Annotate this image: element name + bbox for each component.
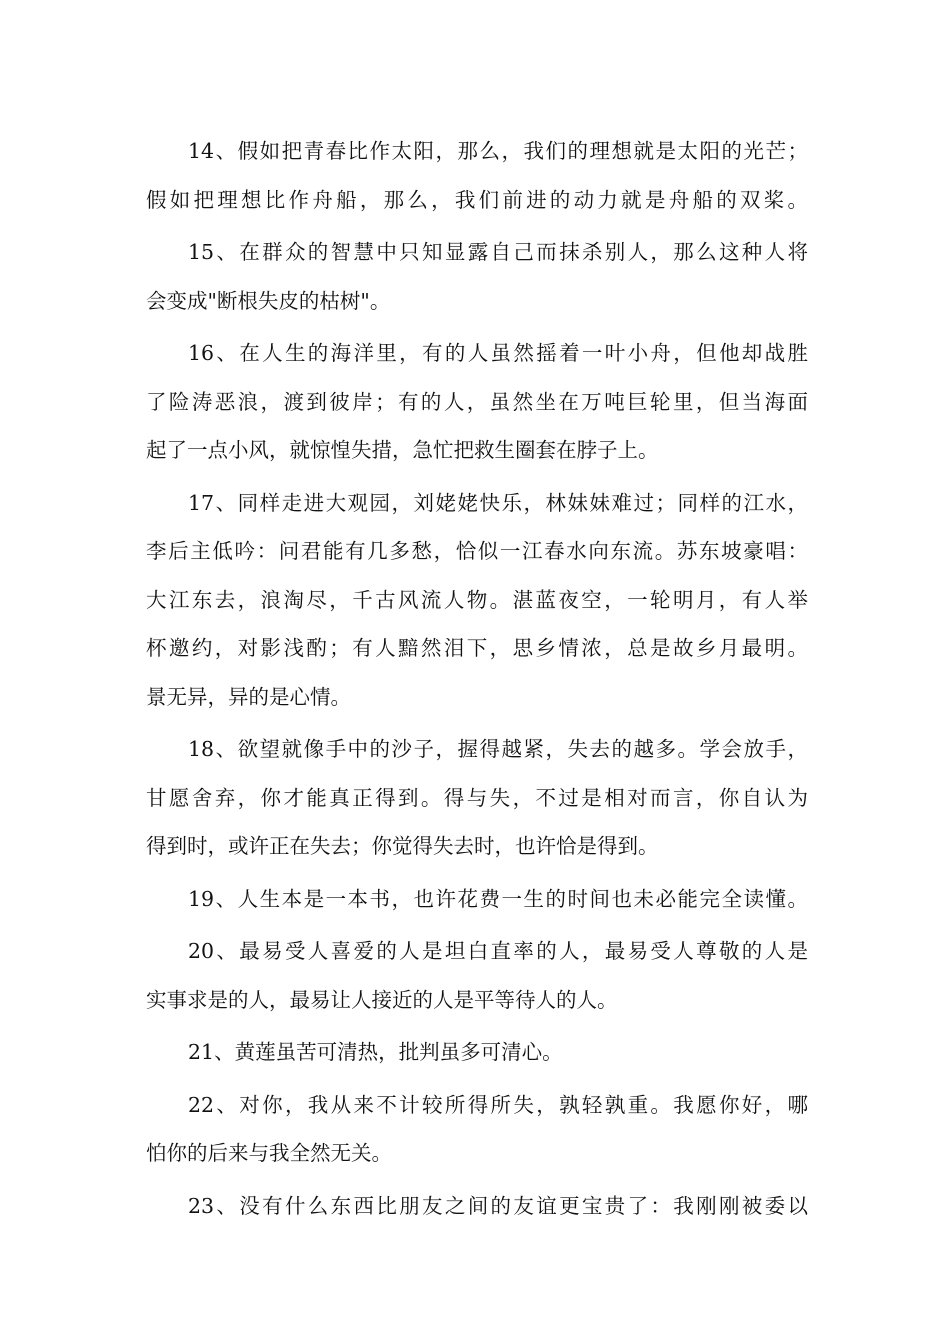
- quote-paragraph-22: [146, 1081, 808, 1178]
- quote-paragraph-21: [146, 1028, 808, 1077]
- text-line: 14、假如把青春比作太阳，那么，我们的理想就是太阳的光芒；: [188, 139, 808, 163]
- quote-paragraph-20: [146, 927, 808, 1024]
- document-body: [146, 127, 808, 1234]
- text-line: 会变成"断根失皮的枯树"。: [146, 288, 391, 313]
- text-line: 23、没有什么东西比朋友之间的友谊更宝贵了：我刚刚被委以: [188, 1193, 808, 1218]
- text-line: 18、欲望就像手中的沙子，握得越紧，失去的越多。学会放手，: [188, 737, 808, 761]
- quote-paragraph-14: [146, 127, 808, 224]
- text-line: 假如把理想比作舟船，那么，我们前进的动力就是舟船的双桨。: [146, 187, 808, 212]
- text-line: 15、在群众的智慧中只知显露自己而抹杀别人，那么这种人将: [188, 240, 808, 264]
- text-line: 了险涛恶浪，渡到彼岸；有的人，虽然坐在万吨巨轮里，但当海面: [146, 389, 808, 414]
- text-line: 甘愿舍弃，你才能真正得到。得与失，不过是相对而言，你自认为: [146, 785, 808, 810]
- text-line: 景无异，异的是心情。: [146, 684, 351, 709]
- text-line: 起了一点小风，就惊惶失措，急忙把救生圈套在脖子上。: [146, 438, 659, 462]
- quote-paragraph-17: [146, 479, 808, 722]
- text-line: 杯邀约，对影浅酌；有人黯然泪下，思乡情浓，总是故乡月最明。: [146, 636, 808, 660]
- text-line: 怕你的后来与我全然无关。: [146, 1141, 392, 1165]
- text-line: 实事求是的人，最易让人接近的人是平等待人的人。: [146, 987, 618, 1012]
- quote-paragraph-15: [146, 228, 808, 325]
- text-line: 大江东去，浪淘尽，千古风流人物。湛蓝夜空，一轮明月，有人举: [146, 587, 808, 612]
- text-line: 李后主低吟：问君能有几多愁，恰似一江春水向东流。苏东坡豪唱：: [146, 539, 808, 563]
- text-line: 21、黄莲虽苦可清热，批判虽多可清心。: [188, 1040, 563, 1064]
- quote-paragraph-23: [146, 1182, 808, 1231]
- text-line: 19、人生本是一本书，也许花费一生的时间也未必能完全读懂。: [188, 886, 808, 911]
- text-line: 20、最易受人喜爱的人是坦白直率的人，最易受人尊敬的人是: [188, 939, 808, 963]
- quote-paragraph-18: [146, 725, 808, 871]
- text-line: 得到时，或许正在失去；你觉得失去时，也许恰是得到。: [146, 834, 659, 858]
- quote-paragraph-16: [146, 329, 808, 475]
- text-line: 16、在人生的海洋里，有的人虽然摇着一叶小舟，但他却战胜: [188, 341, 808, 365]
- text-line: 17、同样走进大观园，刘姥姥快乐，林妹妹难过；同样的江水，: [188, 490, 808, 515]
- quote-paragraph-19: [146, 875, 808, 924]
- text-line: 22、对你，我从来不计较所得所失，孰轻孰重。我愿你好，哪: [188, 1092, 808, 1117]
